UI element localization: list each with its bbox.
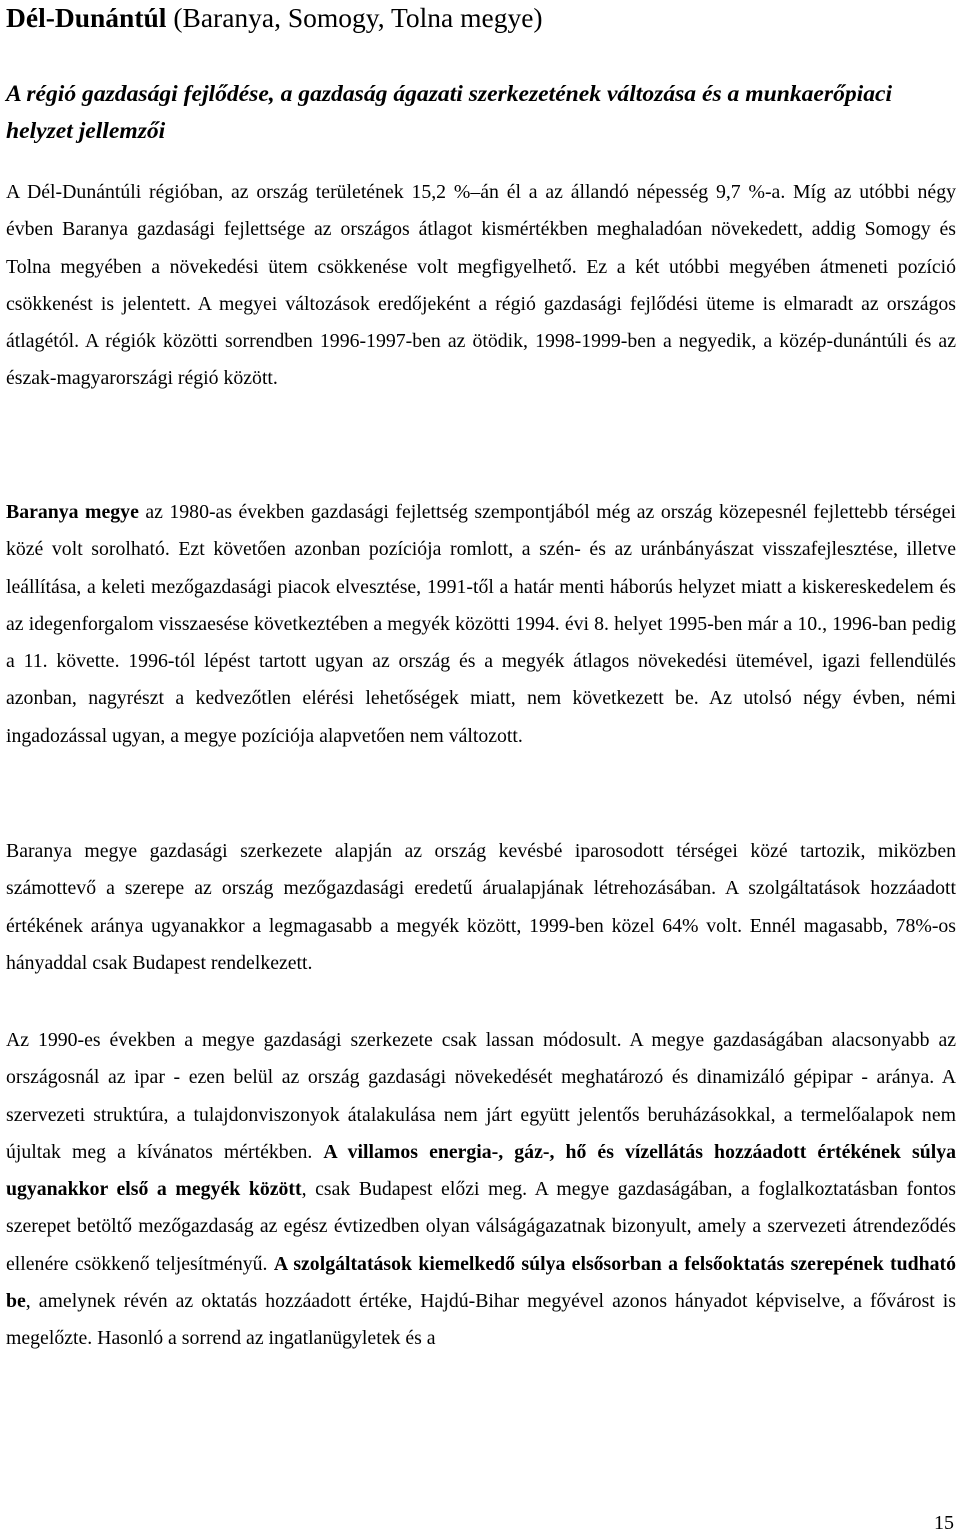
paragraph-1990s-text-a: Az 1990-es években a megye gazdasági szerkezete csak lassan módosult. A megye gazdaságában alacsonyabb az országosnál az ipar - ezen belül az ország gazdasági növekedését meghatározó és dinamizáló gépipar - aránya. A szervezeti struktúra, a tulajdonviszonyok átalakulása nem járt együtt jelentős beruházásokkal, a termelőalapok nem újultak meg a kívánatos mértékben. [6, 1029, 956, 1163]
paragraph-baranya-bold: Baranya megye [6, 501, 139, 523]
title-bold: Dél-Dunántúl [6, 2, 167, 33]
paragraph-baranya [6, 494, 956, 755]
page-title [6, 2, 543, 34]
paragraph-1990s-text-c: , csak Budapest előzi meg. A megye gazdaságában, a foglalkoztatásban fontos szerepet betöltő mezőgazdaság az egész évtizedben olyan válságágazatnak bizonyult, amely a szervezeti átrendeződés ellenére csökkenő teljesítményű. [6, 1178, 956, 1275]
paragraph-intro: A Dél-Dunántúli régióban, az ország területének 15,2 %–án él a az állandó népesség 9,7 %-a. Míg az utóbbi négy évben Baranya gazdasági fejlettsége az országos átlagot kismértékben meghaladóan növekedett, addig Somogy és Tolna megyében a növekedési ütem csökkenése volt megfigyelhető. Ez a két utóbbi megyében átmeneti pozíció csökkenést is jelentett. A megyei változások eredőjeként a régió gazdasági fejlődési üteme is elmaradt az országos átlagétól. A régiók közötti sorrendben 1996-1997-ben az ötödik, 1998-1999-ben a negyedik, a közép-dunántúli és az észak-magyarországi régió között. [6, 181, 956, 390]
paragraph-1990s-bold-d: A szolgáltatások kiemelkedő súlya elsősorban a felsőoktatás szerepének tudható be [6, 1252, 956, 1313]
paragraph-baranya-text: az 1980-as években gazdasági fejlettség szempontjából még az ország közepesnél fejlettebb térségei közé volt sorolható. Ezt követően azonban pozíciója romlott, a szén- és az uránbányászat visszafejlesztése, illetve leállítása, a keleti mezőgazdasági piacok elvesztése, 1991-től a határ menti háborús helyzet miatt a kiskereskedelem és az idegenforgalom visszaesése következtében a megyék közötti 1994. évi 8. helyet 1995-ben már a 10., 1996-ban pedig a 11. követte. 1996-tól lépést tartott ugyan az ország és a megyék átlagos növekedési ütemével, igazi fellendülés azonban, nagyrészt a kedvezőtlen elérési lehetőségek miatt, nem következett be. Az utolsó négy évben, némi ingadozással ugyan, a megye pozíciója alapvetően nem változott. [6, 501, 956, 747]
paragraph-1990s-text-e: , amelynek révén az oktatás hozzáadott értéke, Hajdú-Bihar megyével azonos hányadot képviselve, a fővárost is megelőzte. Hasonló a sorrend az ingatlanügyletek és a [6, 1290, 956, 1350]
paragraph-1990s [6, 1022, 956, 1358]
paragraph-1990s-bold-b: A villamos energia-, gáz-, hő és vízellátás hozzáadott értékének súlya ugyanakkor első a megyék között [6, 1140, 956, 1201]
page-number: 15 [934, 1512, 954, 1534]
section-subtitle: A régió gazdasági fejlődése, a gazdaság ágazati szerkezetének változása és a munkaerőpiaci helyzet jellemzői [6, 81, 893, 144]
paragraph-structure: Baranya megye gazdasági szerkezete alapján az ország kevésbé iparosodott térségei közé tartozik, miközben számottevő a szerepe az ország mezőgazdasági eredetű árualapjának létrehozásában. A szolgáltatások hozzáadott értékének aránya ugyanakkor a legmagasabb a megyék között, 1999-ben közel 64% volt. Ennél magasabb, 78%-os hányaddal csak Budapest rendelkezett. [6, 840, 956, 974]
title-rest: (Baranya, Somogy, Tolna megye) [166, 2, 543, 33]
